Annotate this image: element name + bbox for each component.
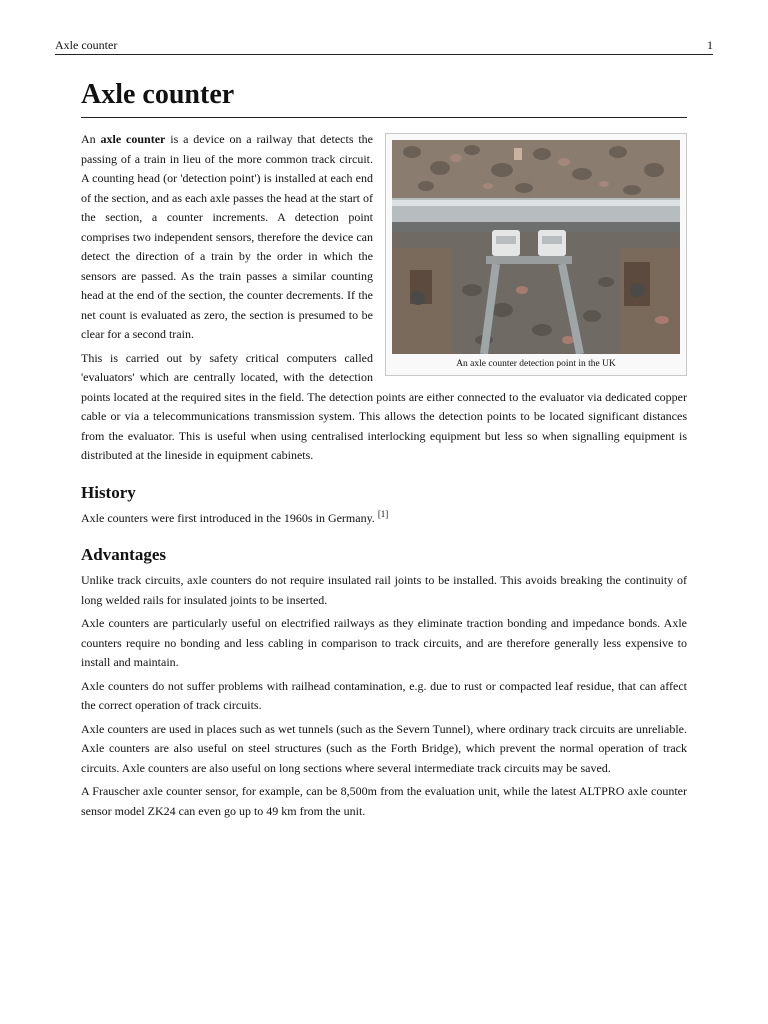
axle-counter-photo xyxy=(392,140,680,354)
page-number: 1 xyxy=(707,38,713,52)
figure-caption: An axle counter detection point in the UK xyxy=(456,359,616,369)
intro-paragraph-2: This is carried out by safety critical computers called 'evaluators' which are centrally located, with the detection points located at the required sites in the field. The detection points are either connected to the evaluator via dedicated copper cable or via a telecommunications transmission system. This allows the detection points to be located significant distances from the evaluator. This is useful when using centralised interlocking equipment but less so when signalling equipment is distributed at the lineside in equipment cabinets. xyxy=(81,350,687,462)
history-heading: History xyxy=(81,482,136,502)
advantages-paragraph: A Frauscher axle counter sensor, for example, can be 8,500m from the evaluation unit, while the latest ALTPRO axle counter sensor model ZK24 can even go up to 49 km from the unit. xyxy=(81,784,687,818)
intro-term: axle counter xyxy=(100,132,166,146)
article-body xyxy=(81,130,687,825)
advantages-paragraph: Axle counters are particularly useful on electrified railways as they eliminate traction bonding and impedance bonds. Axle counters require no bonding and less cabling in comparison to track circuits, and are therefore generally less expensive to install and maintain. xyxy=(81,616,687,669)
intro-p1-prefix: An xyxy=(81,132,101,146)
history-text: Axle counters were first introduced in the 1960s in Germany. xyxy=(81,510,378,525)
running-header xyxy=(55,38,713,55)
advantages-paragraph: Axle counters are used in places such as wet tunnels (such as the Severn Tunnel), where ordinary track circuits are unreliable. Axle counters are also useful on steel structures (such as the Forth Bridge), which prevent the normal operation of track circuits. Axle counters are also useful on long sections where several intermediate track circuits may be saved. xyxy=(81,721,687,775)
reference-link[interactable]: [1] xyxy=(377,508,389,519)
advantages-paragraph: Axle counters do not suffer problems with railhead contamination, e.g. due to rust or compacted leaf residue, that can affect the correct operation of track circuits. xyxy=(81,678,687,712)
article-title: Axle counter xyxy=(81,78,687,118)
running-header-title: Axle counter xyxy=(55,38,118,52)
intro-p1-rest: is a device on a railway that detects the passing of a train in lieu of the more common track circuit. A counting head (or 'detection point') is installed at each end of the section, and as each axle passes the head at the start of the section, a counter increments. A detection point comprises two independent sensors, therefore the device can detect the direction of a train by the order in which the sensors are passed. As the train passes a similar counting head at the end of the section, the counter decrements. If the net count is evaluated as zero, the section is presumed to be clear for a second train. xyxy=(81,132,374,341)
figure xyxy=(385,133,687,376)
advantages-paragraph: Unlike track circuits, axle counters do not require insulated rail joints to be installed. This avoids breaking the continuity of long welded rails for insulated joints to be inserted. xyxy=(81,573,687,607)
advantages-heading: Advantages xyxy=(81,545,167,564)
history-paragraph xyxy=(81,509,687,529)
